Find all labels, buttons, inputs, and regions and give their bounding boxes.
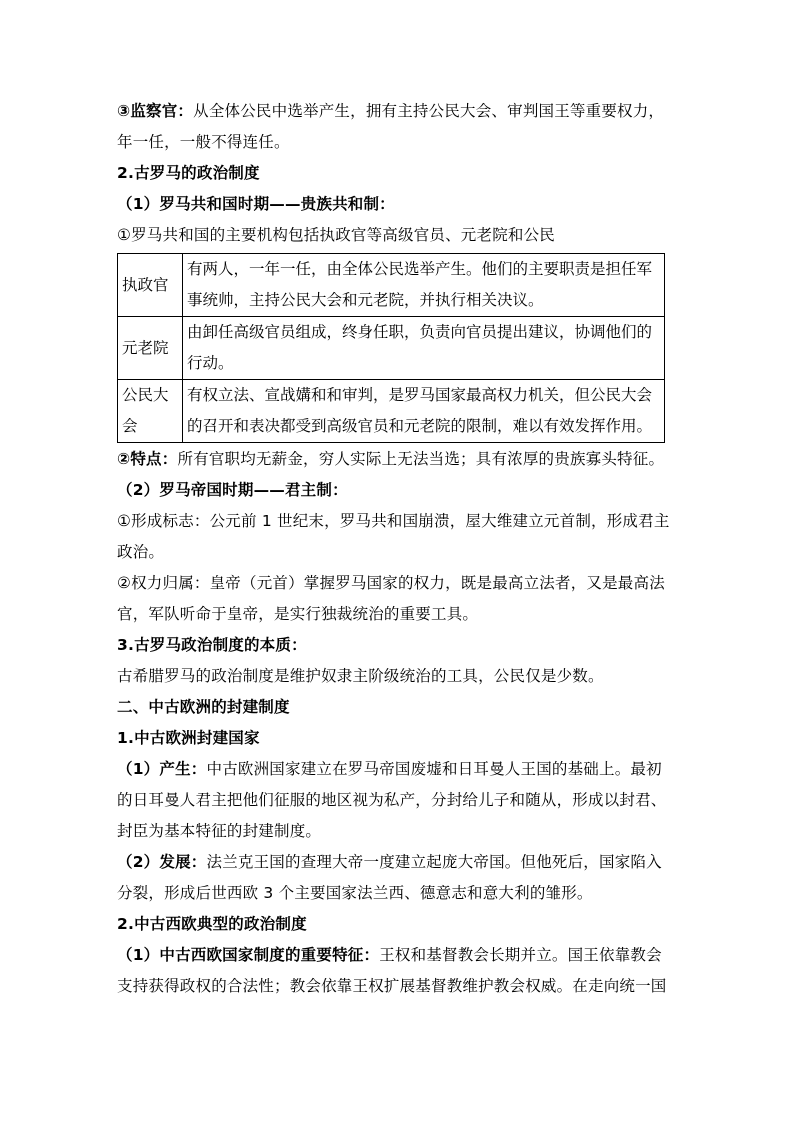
table-row [118, 254, 665, 317]
paragraph-empire-1a: ①形成标志：公元前 1 世纪末，罗马共和国崩溃，屋大维建立元首制，形成君主 [117, 512, 670, 530]
features-text: 所有官职均无薪金，穷人实际上无法当选；具有浓厚的贵族寡头特征。 [177, 450, 665, 468]
table-cell-key: 元老院 [118, 317, 183, 380]
paragraph-empire-2a: ②权力归属：皇帝（元首）掌握罗马国家的权力，既是最高立法者，又是最高法 [117, 574, 665, 592]
paragraph-empire-1b: 政治。 [117, 543, 165, 561]
table-cell-desc: 由卸任高级官员组成，终身任职，负责向官员提出建议，协调他们的 行动。 [183, 317, 665, 380]
table-cell-desc: 有权立法、宣战媾和和审判，是罗马国家最高权力机关，但公民大会 的召开和表决都受到高级官员和元老院的限制，难以有效发挥作用。 [183, 380, 665, 443]
table-cell-key: 执政官 [118, 254, 183, 317]
development-label: （2）发展： [117, 853, 207, 871]
paragraph-censor-cont: 年一任，一般不得连任。 [117, 133, 290, 151]
republic-institutions-table [117, 253, 665, 443]
paragraph-western-1: （1）中古西欧国家制度的重要特征：王权和基督教会长期并立。国王依靠教会 [117, 946, 662, 964]
heading-feudal-states: 1.中古欧洲封建国家 [117, 729, 260, 747]
paragraph-origin-2: 的日耳曼人君主把他们征服的地区视为私产，分封给儿子和随从，形成以封君、 [117, 791, 667, 809]
heading-republic: （1）罗马共和国时期——贵族共和制： [117, 195, 395, 213]
censor-label: ③监察官： [117, 102, 194, 120]
heading-rome-politics: 2.古罗马的政治制度 [117, 164, 260, 182]
table-cell-key: 公民大 会 [118, 380, 183, 443]
paragraph-development-1: （2）发展：法兰克王国的查理大帝一度建立起庞大帝国。但他死后，国家陷入 [117, 853, 662, 871]
features-label: ②特点： [117, 450, 178, 468]
document-page [117, 96, 677, 1002]
table-cell-desc: 有两人，一年一任，由全体公民选举产生。他们的主要职责是担任军 事统帅，主持公民大会和元老院，并执行相关决议。 [183, 254, 665, 317]
table-row [118, 317, 665, 380]
paragraph-origin-3: 封臣为基本特征的封建制度。 [117, 822, 322, 840]
paragraph-censor [117, 96, 677, 127]
western-label: （1）中古西欧国家制度的重要特征： [117, 946, 380, 964]
heading-western-europe: 2.中古西欧典型的政治制度 [117, 915, 307, 933]
censor-text: 从全体公民中选举产生，拥有主持公民大会、审判国王等重要权力， [193, 102, 665, 120]
heading-essence: 3.古罗马政治制度的本质： [117, 636, 307, 654]
paragraph-empire-2b: 官，军队听命于皇帝，是实行独裁统治的重要工具。 [117, 605, 479, 623]
origin-label: （1）产生： [117, 760, 207, 778]
paragraph-republic-intro: ①罗马共和国的主要机构包括执政官等高级官员、元老院和公民 [117, 226, 555, 244]
heading-section-2: 二、中古欧洲的封建制度 [117, 698, 290, 716]
heading-empire: （2）罗马帝国时期——君主制： [117, 481, 348, 499]
paragraph-western-2: 支持获得政权的合法性；教会依靠王权扩展基督教维护教会权威。在走向统一国 [117, 977, 667, 995]
table-row [118, 380, 665, 443]
paragraph-development-2: 分裂，形成后世西欧 3 个主要国家法兰西、德意志和意大利的雏形。 [117, 884, 593, 902]
paragraph-features [117, 444, 677, 475]
paragraph-origin-1: （1）产生：中古欧洲国家建立在罗马帝国废墟和日耳曼人王国的基础上。最初 [117, 760, 662, 778]
paragraph-essence: 古希腊罗马的政治制度是维护奴隶主阶级统治的工具，公民仅是少数。 [117, 667, 604, 685]
